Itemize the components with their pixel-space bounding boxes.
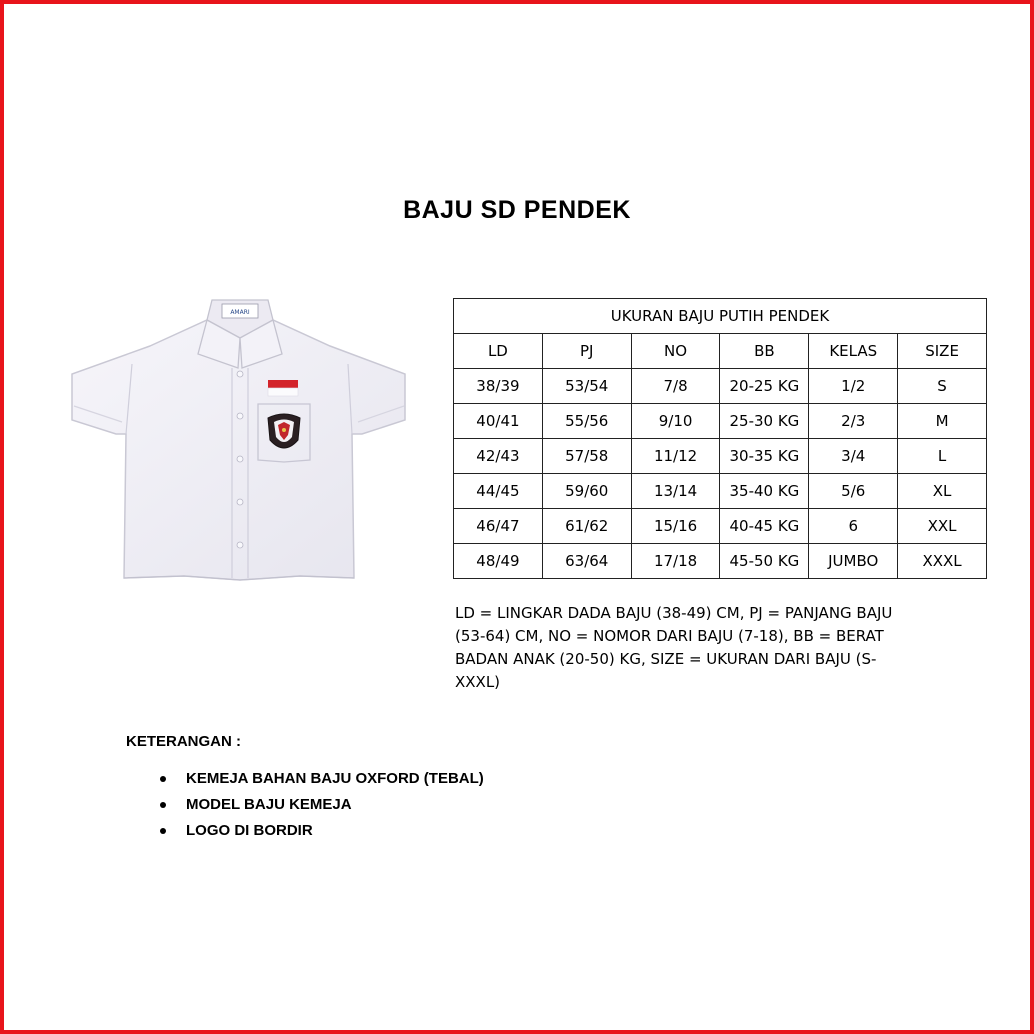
- table-row: [454, 544, 987, 579]
- cell-pj: 61/62: [542, 509, 631, 544]
- cell-no: 15/16: [631, 509, 720, 544]
- page-title: BAJU SD PENDEK: [403, 196, 631, 224]
- cell-ld: 38/39: [454, 369, 543, 404]
- cell-kelas: 1/2: [809, 369, 898, 404]
- cell-ld: 44/45: [454, 474, 543, 509]
- cell-no: 17/18: [631, 544, 720, 579]
- cell-size: L: [898, 439, 987, 474]
- cell-bb: 35-40 KG: [720, 474, 809, 509]
- cell-kelas: 6: [809, 509, 898, 544]
- size-table: [453, 298, 987, 579]
- cell-pj: 59/60: [542, 474, 631, 509]
- cell-bb: 45-50 KG: [720, 544, 809, 579]
- table-row: [454, 369, 987, 404]
- header-no: NO: [631, 334, 720, 369]
- cell-bb: 40-45 KG: [720, 509, 809, 544]
- cell-pj: 57/58: [542, 439, 631, 474]
- cell-pj: 55/56: [542, 404, 631, 439]
- size-table-caption: UKURAN BAJU PUTIH PENDEK: [454, 299, 987, 334]
- cell-ld: 42/43: [454, 439, 543, 474]
- size-legend: LD = LINGKAR DADA BAJU (38-49) CM, PJ = PANJANG BAJU (53-64) CM, NO = NOMOR DARI BAJU (7-18), BB = BERAT BADAN ANAK (20-50) KG, SIZE = UKURAN DARI BAJU (S-XXXL): [455, 604, 893, 691]
- cell-no: 11/12: [631, 439, 720, 474]
- header-kelas: KELAS: [809, 334, 898, 369]
- cell-size: XXL: [898, 509, 987, 544]
- cell-size: XXXL: [898, 544, 987, 579]
- table-row: [454, 509, 987, 544]
- header-pj: PJ: [542, 334, 631, 369]
- size-table-caption-row: [454, 299, 987, 334]
- cell-size: S: [898, 369, 987, 404]
- table-row: [454, 404, 987, 439]
- cell-no: 7/8: [631, 369, 720, 404]
- table-row: [454, 474, 987, 509]
- cell-no: 13/14: [631, 474, 720, 509]
- list-item: LOGO DI BORDIR: [160, 818, 484, 844]
- cell-no: 9/10: [631, 404, 720, 439]
- svg-text:AMARI: AMARI: [230, 309, 250, 316]
- list-item: KEMEJA BAHAN BAJU OXFORD (TEBAL): [160, 766, 484, 792]
- cell-ld: 40/41: [454, 404, 543, 439]
- header-ld: LD: [454, 334, 543, 369]
- keterangan-label: KETERANGAN :: [126, 733, 241, 750]
- shirt-image: [62, 294, 418, 586]
- cell-kelas: JUMBO: [809, 544, 898, 579]
- size-table-header-row: [454, 334, 987, 369]
- cell-kelas: 5/6: [809, 474, 898, 509]
- list-item: MODEL BAJU KEMEJA: [160, 792, 484, 818]
- cell-pj: 53/54: [542, 369, 631, 404]
- header-bb: BB: [720, 334, 809, 369]
- cell-bb: 30-35 KG: [720, 439, 809, 474]
- cell-bb: 20-25 KG: [720, 369, 809, 404]
- cell-size: XL: [898, 474, 987, 509]
- cell-ld: 46/47: [454, 509, 543, 544]
- cell-ld: 48/49: [454, 544, 543, 579]
- keterangan-list: [160, 766, 484, 844]
- table-row: [454, 439, 987, 474]
- cell-size: M: [898, 404, 987, 439]
- cell-kelas: 3/4: [809, 439, 898, 474]
- cell-bb: 25-30 KG: [720, 404, 809, 439]
- cell-pj: 63/64: [542, 544, 631, 579]
- header-size: SIZE: [898, 334, 987, 369]
- cell-kelas: 2/3: [809, 404, 898, 439]
